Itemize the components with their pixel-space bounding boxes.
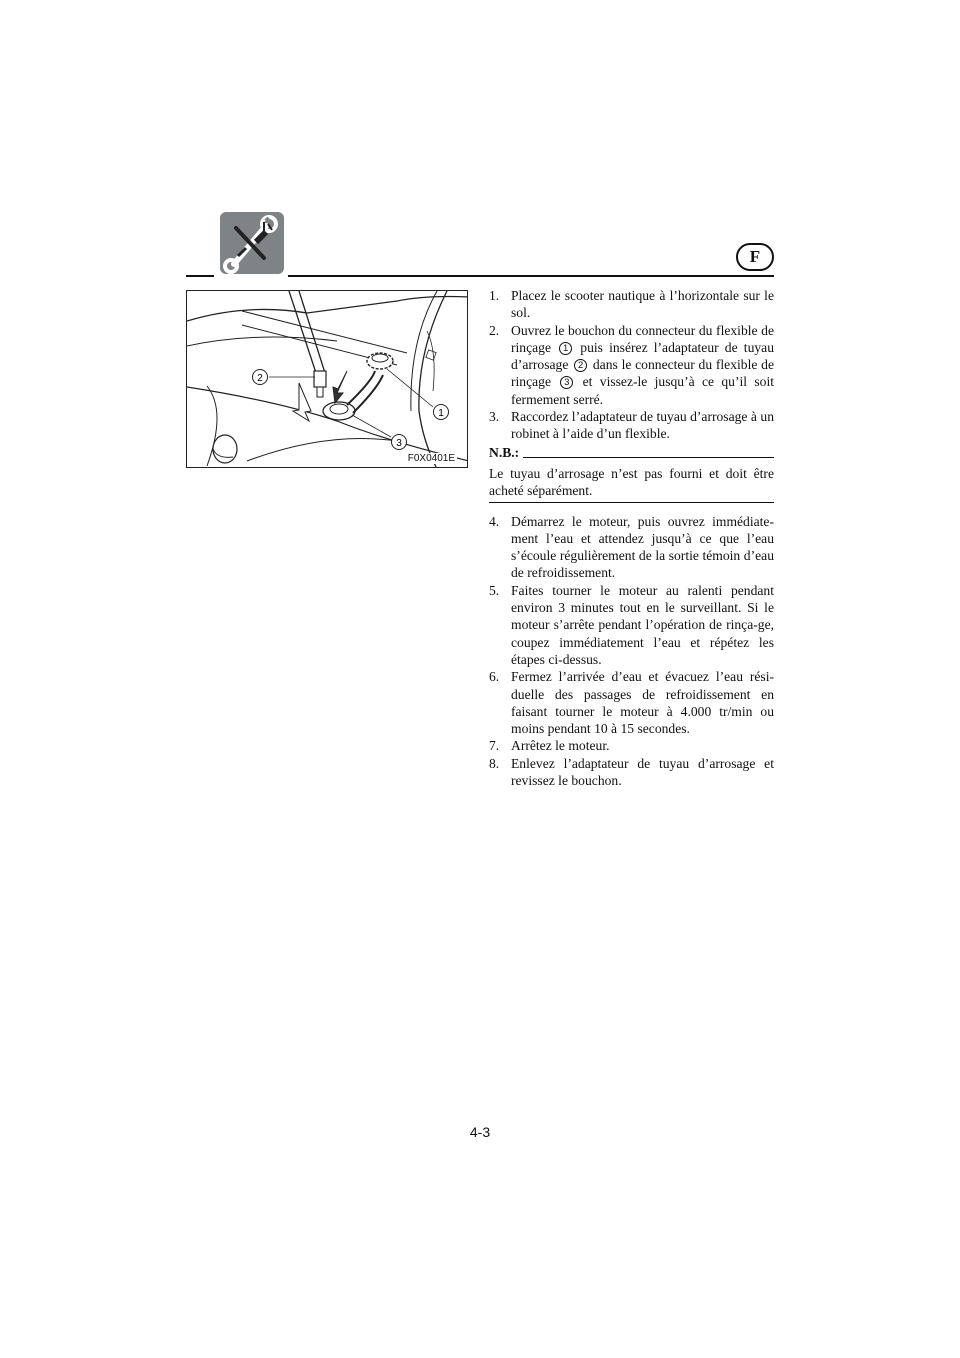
ref-circle-3: 3	[560, 376, 573, 389]
callout-2: 2	[257, 373, 263, 384]
callout-1: 1	[438, 408, 444, 419]
header-rule-right	[288, 275, 774, 277]
ref-circle-2: 2	[574, 359, 587, 372]
flushing-illustration	[186, 290, 468, 468]
note-label: N.B.:	[489, 444, 520, 460]
page-number: 4-3	[469, 1124, 491, 1140]
step-2: 2. Ouvrez le bouchon du connecteur du flexible de rinçage 1 puis insérez l’adaptateur de tuyau d’arrosage 2 dans le connecteur du flexible de rinçage 3 et vissez-le jusqu’à ce qu’il soit fermement serré.	[489, 322, 774, 407]
note-header	[489, 444, 774, 461]
step-1: 1. Placez le scooter nautique à l’horizontale sur le sol.	[489, 288, 774, 321]
instructions	[489, 287, 774, 789]
tools-icon	[220, 212, 284, 274]
note-text: Le tuyau d’arrosage n’est pas fourni et doit être acheté séparément.	[489, 465, 774, 499]
step-8: 8. Enlevez l’adaptateur de tuyau d’arrosage et revissez le bouchon.	[489, 755, 774, 789]
step-4: 4. Démarrez le moteur, puis ouvrez immédiate-ment l’eau et attendez jusqu’à ce que l’eau s’écoule régulièrement de la sortie témoin d’eau de refroidissement.	[489, 513, 774, 581]
step-5: 5. Faites tourner le moteur au ralenti pendant environ 3 minutes tout en le surveillant. Si le moteur s’arrête pendant l’opération de rinça-ge, coupez immédiatement l’eau et répétez les étapes ci-dessus.	[489, 582, 774, 667]
header-rule-left	[186, 275, 214, 277]
note-rule	[523, 457, 774, 458]
ref-circle-1: 1	[559, 342, 572, 355]
step-7: 7. Arrêtez le moteur.	[489, 738, 610, 754]
step-3: 3. Raccordez l’adaptateur de tuyau d’arrosage à un robinet à l’aide d’un flexible.	[489, 409, 774, 442]
callout-3: 3	[396, 438, 402, 449]
note-end-rule	[489, 502, 774, 503]
figure-code: F0X0401E	[407, 453, 455, 464]
section-badge: F	[736, 243, 774, 271]
step-6: 6. Fermez l’arrivée d’eau et évacuez l’eau rési-duelle des passages de refroidissement en faisant tourner le moteur à 4.000 tr/min ou moins pendant 10 à 15 secondes.	[489, 669, 774, 737]
